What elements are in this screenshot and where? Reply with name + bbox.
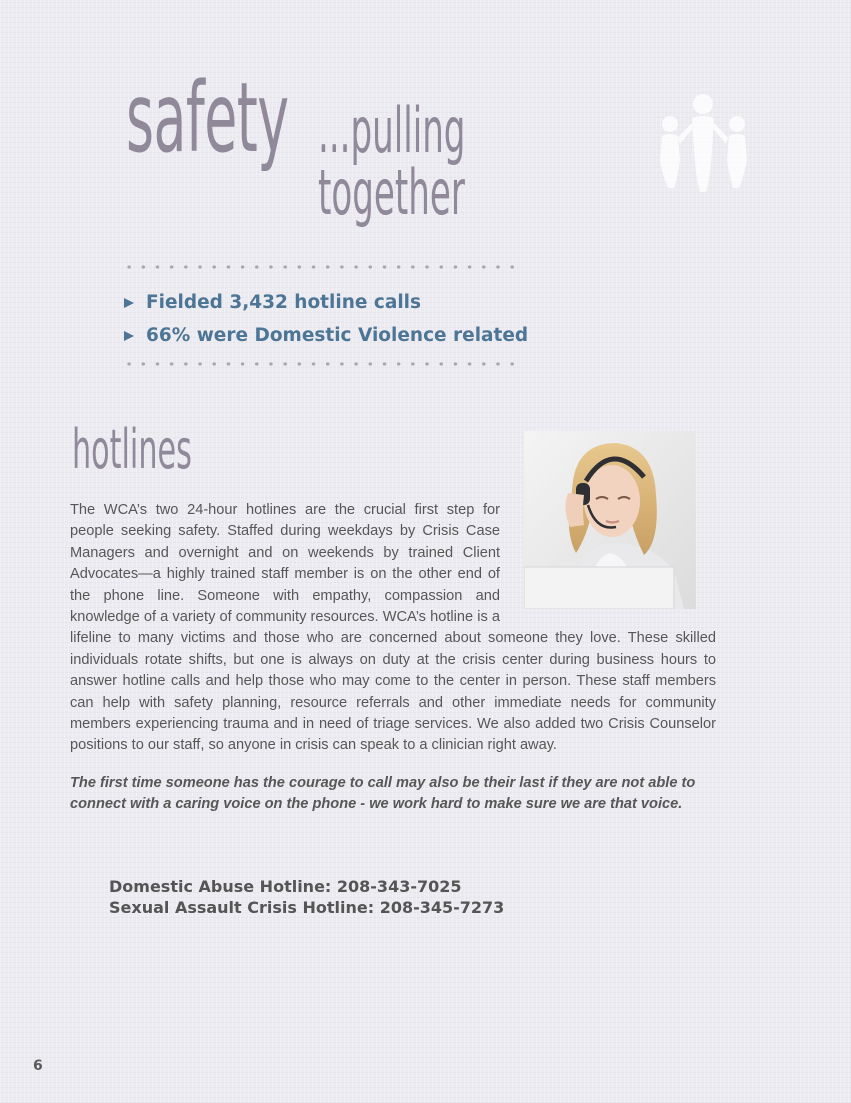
body-paragraph: The WCA’s two 24-hour hotlines are the crucial first step for people seeking safety. Staffed during weekdays by Crisis Case Managers and overnight and on weekends by trained Client Advocates—a highly trained staff member is on the other end of the phone line. Someone with empathy, compassion and knowledge of a variety of community resources. WCA’s hotline is a lifeline to many victims and those who are concerned about someone they love. These skilled individuals rotate shifts, but one is always on duty at the crisis center during business hours to answer hotline calls and help those who may come to the center in person. These staff members can help with safety planning, resource referrals and other immediate needs for community members experiencing trauma and in need of triage services. We also added two Crisis Counselor positions to our staff, so anyone in crisis can speak to a clinician right away.: [70, 502, 716, 754]
highlight-text: Fielded 3,432 hotline calls: [146, 292, 422, 313]
highlight-item: [124, 286, 528, 319]
sexual-assault-hotline: Sexual Assault Crisis Hotline: 208-345-7273: [109, 898, 505, 917]
page-title: safety: [126, 62, 289, 174]
hotline-contacts: [109, 876, 504, 918]
triangle-bullet-icon: [124, 298, 134, 308]
triangle-bullet-icon: [124, 331, 134, 341]
dotted-divider-bottom: [122, 362, 518, 366]
highlight-text: 66% were Domestic Violence related: [146, 325, 529, 346]
highlights-list: [124, 286, 528, 352]
page-number: 6: [33, 1058, 43, 1074]
page-subtitle: ...pulling together: [318, 94, 466, 229]
domestic-abuse-hotline: Domestic Abuse Hotline: 208-343-7025: [109, 877, 462, 896]
three-figures-icon: [648, 90, 758, 195]
dotted-divider-top: [122, 265, 518, 269]
hotlines-body: [70, 500, 716, 757]
hotlines-quote: The first time someone has the courage to call may also be their last if they are not able to connect with a caring voice on the phone - we work hard to make sure we are that voice.: [70, 775, 696, 813]
section-heading: hotlines: [72, 418, 192, 481]
highlight-item: [124, 319, 528, 352]
